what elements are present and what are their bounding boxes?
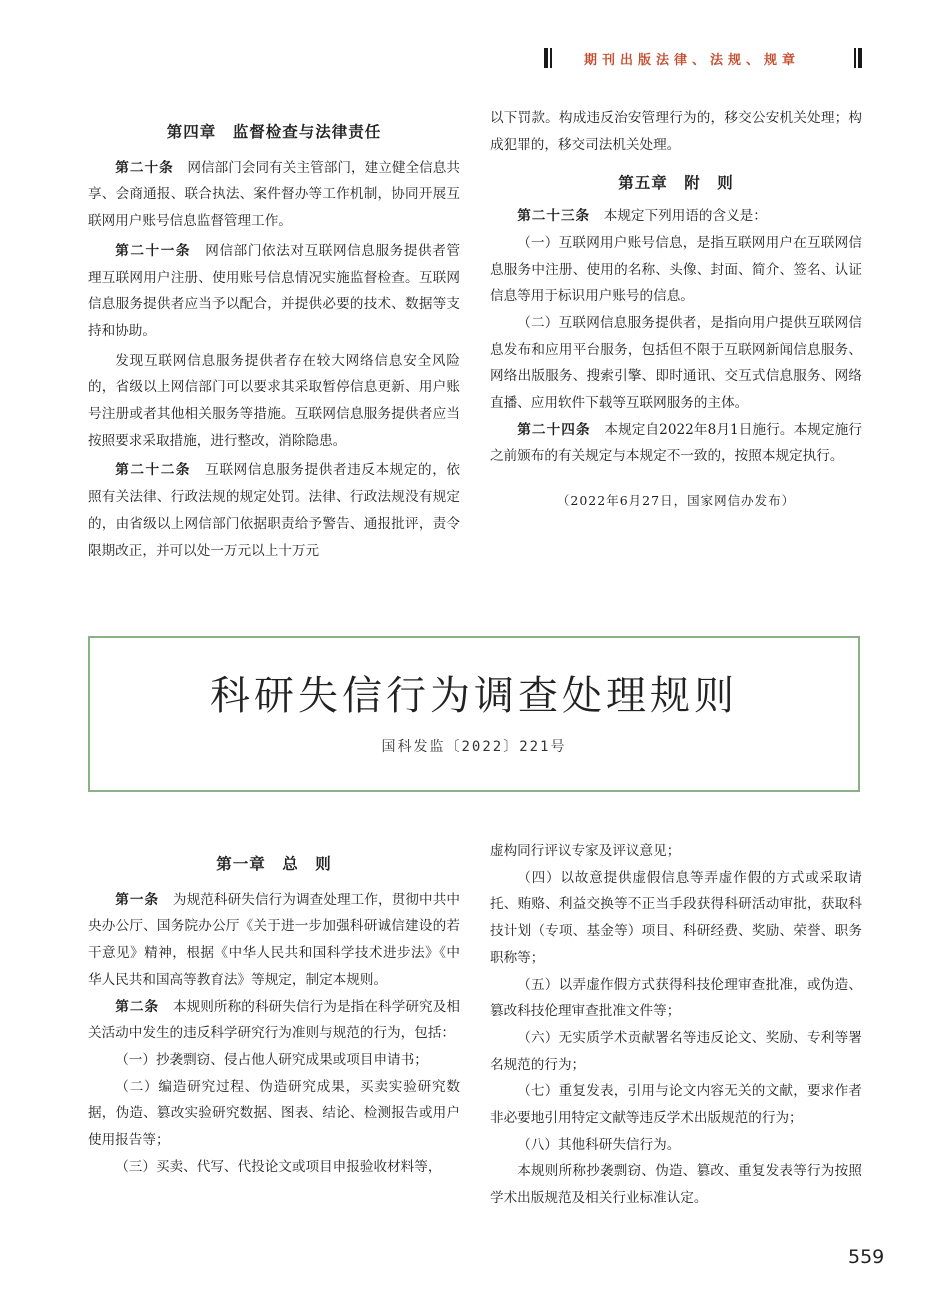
article-23-item-1: （一）互联网用户账号信息，是指互联网用户在互联网信息服务中注册、使用的名称、头像、封面、简介、签名、认证信息等用于标识用户账号的信息。: [490, 234, 862, 305]
article-24-label: 第二十四条: [517, 421, 591, 438]
header-bar-left-thin: [550, 48, 552, 68]
article-22-text: 互联网信息服务提供者违反本规定的，依照有关法律、行政法规的规定处罚。法律、行政法规没有规定的，由省级以上网信部门依据职责给予警告、通报批评，责令限期改正，并可以处一万元以上十万元: [88, 462, 461, 559]
article-2-definition-note: 本规则所称抄袭剽窃、伪造、篡改、重复发表等行为按照学术出版规范及相关行业标准认定。: [490, 1163, 862, 1207]
publication-note: （2022年6月27日，国家网信办发布）: [556, 493, 796, 509]
document-number: 国科发监〔2022〕221号: [381, 739, 567, 755]
article-2-item-3: （三）买卖、代写、代投论文或项目申报验收材料等，: [115, 1158, 442, 1175]
article-22: [88, 457, 460, 564]
header-bar-left: [544, 48, 548, 68]
article-23-text: 本规定下列用语的含义是：: [603, 208, 767, 225]
article-2-label: 第二条: [115, 998, 160, 1015]
article-2-text: 本规则所称的科研失信行为是指在科学研究及相关活动中发生的违反科学研究行为准则与规范的行为，包括：: [88, 998, 461, 1042]
article-2-item-5: （五）以弄虚作假方式获得科技伦理审查批准，或伪造、篡改科技伦理审查批准文件等；: [490, 976, 862, 1020]
article-21-para-2: 发现互联网信息服务提供者存在较大网络信息安全风险的，省级以上网信部门可以要求其采取暂停信息更新、用户账号注册或者其他相关服务等措施。互联网信息服务提供者应当按照要求采取措施，进行整改，消除隐患。: [88, 352, 460, 449]
article-1-label: 第一条: [115, 891, 160, 908]
article-24-text: 本规定自2022年8月1日施行。本规定施行之前颁布的有关规定与本规定不一致的，按照本规定执行。: [490, 421, 862, 465]
top-right-column: [490, 105, 862, 515]
regulation-title-box: [88, 636, 860, 792]
article-2-item-1: （一）抄袭剽窃、侵占他人研究成果或项目申请书；: [115, 1051, 428, 1068]
chapter-4-heading: 第四章 监督检查与法律责任: [166, 123, 382, 141]
article-2-item-4: （四）以故意提供虚假信息等弄虚作假的方式或采取请托、贿赂、利益交换等不正当手段获得科研活动审批，获取科技计划（专项、基金等）项目、科研经费、奖励、荣誉、职务职称等；: [490, 869, 862, 966]
article-20-label: 第二十条: [115, 159, 174, 176]
page-number: 559: [848, 1246, 885, 1268]
article-2-item-3-continued: 虚构同行评议专家及评议意见；: [490, 843, 681, 859]
article-2-item-8: （八）其他科研失信行为。: [517, 1136, 681, 1153]
article-21: [88, 238, 460, 345]
article-23: [490, 203, 862, 230]
article-23-label: 第二十三条: [517, 208, 591, 225]
article-2-item-7: （七）重复发表，引用与论文内容无关的文献，要求作者非必要地引用特定文献等违反学术出版规范的行为；: [490, 1083, 862, 1127]
article-21-text: 网信部门依法对互联网信息服务提供者管理互联网用户注册、使用账号信息情况实施监督检查。互联网信息服务提供者应当予以配合，并提供必要的技术、数据等支持和协助。: [88, 242, 461, 339]
header-bar-right: [858, 48, 862, 68]
article-24: [490, 417, 862, 470]
article-2-item-6: （六）无实质学术贡献署名等违反论文、奖励、专利等署名规范的行为；: [490, 1029, 862, 1073]
chapter-5-heading: 第五章 附 则: [618, 174, 734, 193]
bottom-right-column: [490, 838, 862, 1212]
article-20: [88, 155, 460, 235]
running-header: [544, 46, 864, 70]
article-2-item-2: （二）编造研究过程、伪造研究成果，买卖实验研究数据，伪造、篡改实验研究数据、图表、结论、检测报告或用户使用报告等；: [88, 1078, 460, 1149]
article-23-item-2: （二）互联网信息服务提供者，是指向用户提供互联网信息发布和应用平台服务，包括但不限于互联网新闻信息服务、网络出版服务、搜索引擎、即时通讯、交互式信息服务、网络直播、应用软件下载等互联网服务的主体。: [490, 314, 862, 412]
chapter-1-heading: 第一章 总 则: [216, 855, 332, 873]
article-21-label: 第二十一条: [115, 242, 192, 259]
article-1: [88, 887, 460, 994]
article-22-continued: 以下罚款。构成违反治安管理行为的，移交公安机关处理；构成犯罪的，移交司法机关处理。: [490, 110, 862, 153]
regulation-title: 科研失信行为调查处理规则: [210, 673, 738, 719]
header-bar-right-thin: [854, 48, 856, 68]
article-20-text: 网信部门会同有关主管部门，建立健全信息共享、会商通报、联合执法、案件督办等工作机制，协同开展互联网用户账号信息监督管理工作。: [88, 159, 461, 230]
header-title: 期刊出版法律、法规、规章: [584, 53, 801, 68]
article-1-text: 为规范科研失信行为调查处理工作，贯彻中共中央办公厅、国务院办公厅《关于进一步加强科研诚信建设的若干意见》精神，根据《中华人民共和国科学技术进步法》《中华人民共和国高等教育法》等规定，制定本规则。: [88, 891, 461, 988]
article-2: [88, 994, 460, 1047]
article-22-label: 第二十二条: [115, 462, 192, 479]
top-left-column: [88, 119, 460, 564]
bottom-left-column: [88, 851, 460, 1180]
